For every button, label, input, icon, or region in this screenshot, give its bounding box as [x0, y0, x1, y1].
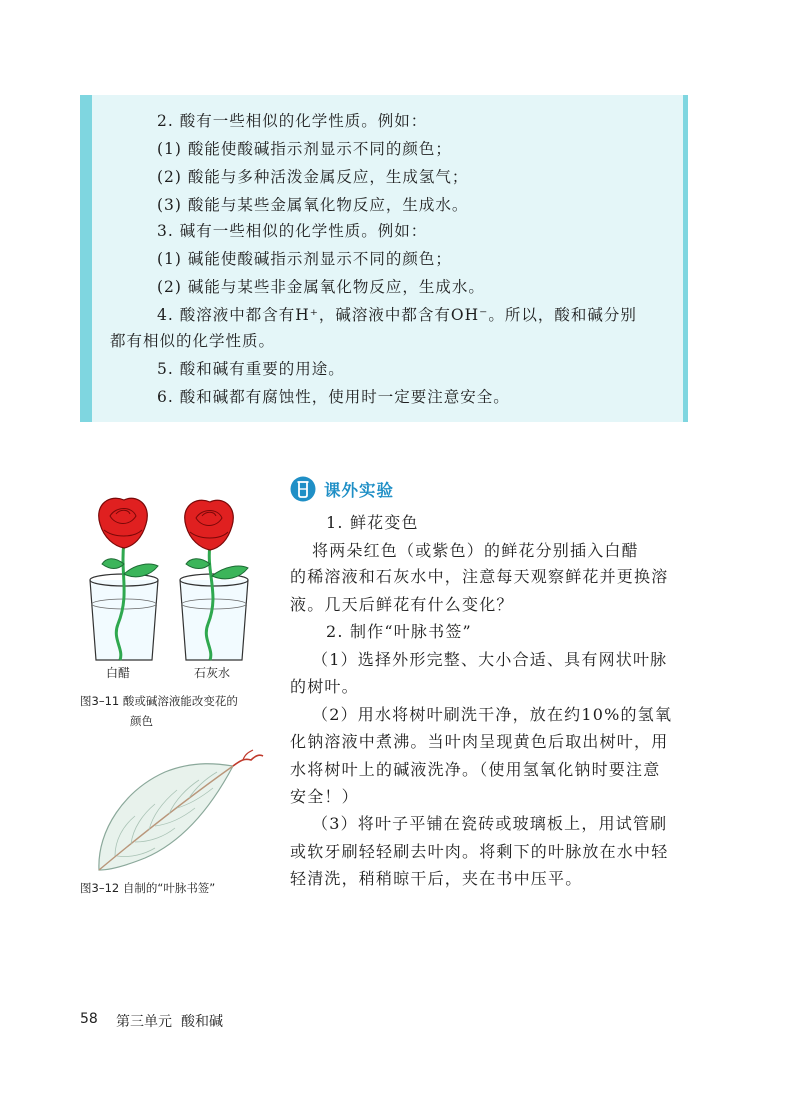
experiment-line: 2. 制作“叶脉书签” [326, 622, 472, 641]
rose-left [99, 498, 148, 548]
leaf-left-b [102, 559, 124, 569]
label-limewater: 石灰水 [194, 666, 231, 680]
footer-unit: 第三单元 [116, 1014, 172, 1030]
experiment-line: 的树叶。 [290, 677, 359, 696]
summary-line: 4. 酸溶液中都含有H⁺，碱溶液中都含有OH⁻。所以，酸和碱分别 [157, 306, 637, 324]
summary-line: (2) 碱能与某些非金属氧化物反应，生成水。 [157, 278, 485, 296]
beaker-icon [290, 476, 316, 502]
experiment-line: （2）用水将树叶刷洗干净，放在约10%的氢氧 [312, 705, 673, 724]
experiment-title: 课外实验 [324, 481, 394, 500]
summary-line: (1) 酸能使酸碱指示剂显示不同的颜色； [157, 140, 452, 158]
experiment-line: 安全！） [290, 787, 359, 806]
experiment-header [290, 476, 394, 502]
summary-line: (1) 碱能使酸碱指示剂显示不同的颜色； [157, 250, 452, 268]
experiment-line: 轻清洗，稍稍晾干后，夹在书中压平。 [290, 869, 583, 888]
figure-caption-3-11-cont: 颜色 [130, 714, 153, 728]
summary-line: 2. 酸有一些相似的化学性质。例如： [157, 112, 428, 130]
experiment-line: （3）将叶子平铺在瓷砖或玻璃板上，用试管刷 [312, 814, 668, 833]
summary-line: 3. 碱有一些相似的化学性质。例如： [157, 222, 428, 240]
leaf-skeleton-figure [95, 750, 265, 875]
summary-line: (3) 酸能与某些金属氧化物反应，生成水。 [157, 196, 469, 214]
glass-right [180, 574, 248, 660]
summary-box [80, 95, 688, 422]
experiment-line: 液。几天后鲜花有什么变化？ [290, 595, 514, 614]
experiment-line: 或软牙刷轻轻刷去叶肉。将剩下的叶脉放在水中轻 [290, 842, 669, 861]
page-number: 58 [80, 1011, 98, 1027]
figure-caption-3-12: 图3–12 自制的“叶脉书签” [80, 881, 216, 895]
leaf-stem [233, 755, 263, 766]
footer-chapter: 酸和碱 [181, 1014, 223, 1030]
experiment-line: 将两朵红色（或紫色）的鲜花分别插入白醋 [312, 541, 639, 560]
figure-caption-3-11: 图3–11 酸或碱溶液能改变花的 [80, 694, 238, 708]
summary-line: (2) 酸能与多种活泼金属反应，生成氢气； [157, 168, 469, 186]
label-vinegar: 白醋 [106, 666, 131, 680]
experiment-line: （1）选择外形完整、大小合适、具有网状叶脉 [312, 650, 668, 669]
experiment-line: 1. 鲜花变色 [326, 513, 419, 532]
leaf-right-b [186, 559, 210, 569]
summary-line: 6. 酸和碱都有腐蚀性，使用时一定要注意安全。 [157, 388, 510, 406]
rose-right [185, 500, 234, 550]
leaf-left-a [124, 564, 158, 577]
experiment-line: 化钠溶液中煮沸。当叶肉呈现黄色后取出树叶，用 [290, 732, 669, 751]
summary-line: 5. 酸和碱有重要的用途。 [157, 360, 345, 378]
summary-line: 都有相似的化学性质。 [110, 332, 276, 350]
experiment-line: 的稀溶液和石灰水中，注意每天观察鲜花并更换溶 [290, 567, 669, 586]
rose-figure [80, 494, 260, 674]
experiment-line: 水将树叶上的碱液洗净。（使用氢氧化钠时要注意 [290, 760, 661, 779]
